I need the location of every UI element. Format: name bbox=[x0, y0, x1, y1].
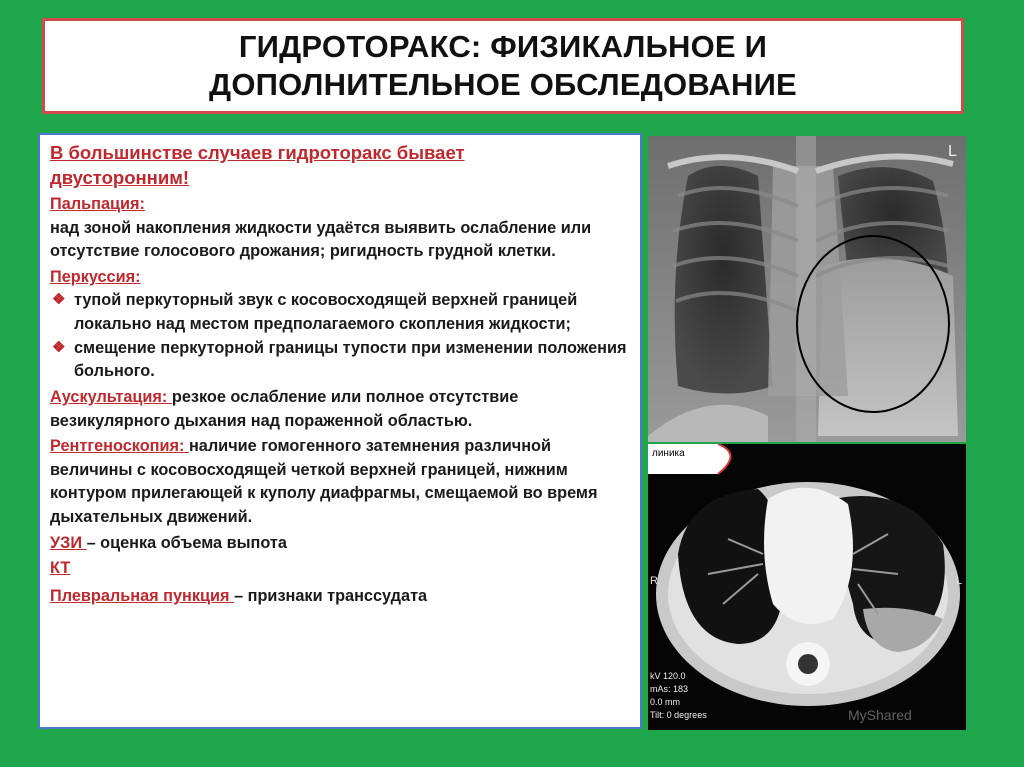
title-line-1: ГИДРОТОРАКС: ФИЗИКАЛЬНОЕ И bbox=[238, 29, 768, 65]
slide-title bbox=[209, 28, 797, 104]
ct-side-right: L bbox=[956, 575, 963, 587]
puncture-text: – признаки транссудата bbox=[234, 586, 428, 605]
palpation-heading: Пальпация: bbox=[50, 194, 145, 213]
lead-line-2: двусторонним! bbox=[50, 166, 190, 188]
title-line-2: ДОПОЛНИТЕЛЬНОЕ ОБСЛЕДОВАНИЕ bbox=[209, 67, 797, 102]
ct-scan-image bbox=[648, 444, 966, 730]
ultrasound-section bbox=[50, 532, 630, 556]
percussion-heading: Перкуссия: bbox=[50, 267, 141, 286]
percussion-item-1: тупой перкуторный звук с косовосходящей верхней границей локально над местом предполагаемого скопления жидкости; bbox=[74, 291, 578, 334]
xray-text: наличие гомогенного затемнения различной величины с косовосходящей четкой верхней границей, нижним контуром прилегающей к куполу диафрагмы, смещаемой во время дыхательных движений. bbox=[50, 437, 598, 527]
palpation-section bbox=[50, 193, 630, 264]
ct-label-top: линика bbox=[652, 448, 685, 459]
palpation-text: над зоной накопления жидкости удаётся выявить ослабление или отсутствие голосового дрожания; ригидность грудной клетки. bbox=[50, 218, 592, 261]
list-item bbox=[50, 337, 630, 384]
diamond-bullet-icon: ❖ bbox=[52, 338, 66, 356]
percussion-section bbox=[50, 266, 630, 384]
percussion-list bbox=[50, 289, 630, 384]
diamond-bullet-icon: ❖ bbox=[52, 291, 66, 309]
slide-title-box bbox=[42, 18, 964, 114]
xray-section bbox=[50, 435, 630, 530]
ct-info-4: Tilt: 0 degrees bbox=[650, 710, 707, 720]
lead-line-1: В большинстве случаев гидроторакс бывает bbox=[50, 142, 465, 163]
ct-section bbox=[50, 557, 630, 581]
puncture-heading: Плевральная пункция bbox=[50, 586, 235, 605]
auscultation-section bbox=[50, 386, 630, 433]
auscultation-heading: Аускультация: bbox=[50, 387, 172, 406]
content-text-box bbox=[38, 133, 642, 729]
list-item bbox=[50, 289, 630, 336]
auscultation-text: резкое ослабление или полное отсутствие везикулярного дыхания над пораженной областью. bbox=[50, 387, 519, 430]
percussion-item-2: смещение перкуторной границы тупости при изменении положения больного. bbox=[74, 338, 627, 381]
ct-heading: КТ bbox=[50, 559, 71, 578]
ultrasound-heading: УЗИ bbox=[50, 533, 87, 552]
xray-heading: Рентгеноскопия: bbox=[50, 437, 189, 456]
watermark-text: MyShared bbox=[848, 707, 912, 723]
puncture-section bbox=[50, 585, 630, 609]
ct-info-1: kV 120.0 bbox=[650, 671, 686, 681]
ct-info-3: 0.0 mm bbox=[650, 697, 681, 707]
chest-xray-image bbox=[648, 136, 966, 442]
xray-side-marker: L bbox=[948, 143, 957, 160]
ct-side-left: R bbox=[650, 575, 658, 587]
ultrasound-text: – оценка объема выпота bbox=[86, 533, 287, 552]
ct-info-2: mAs: 183 bbox=[650, 684, 689, 694]
lead-statement bbox=[50, 141, 630, 191]
